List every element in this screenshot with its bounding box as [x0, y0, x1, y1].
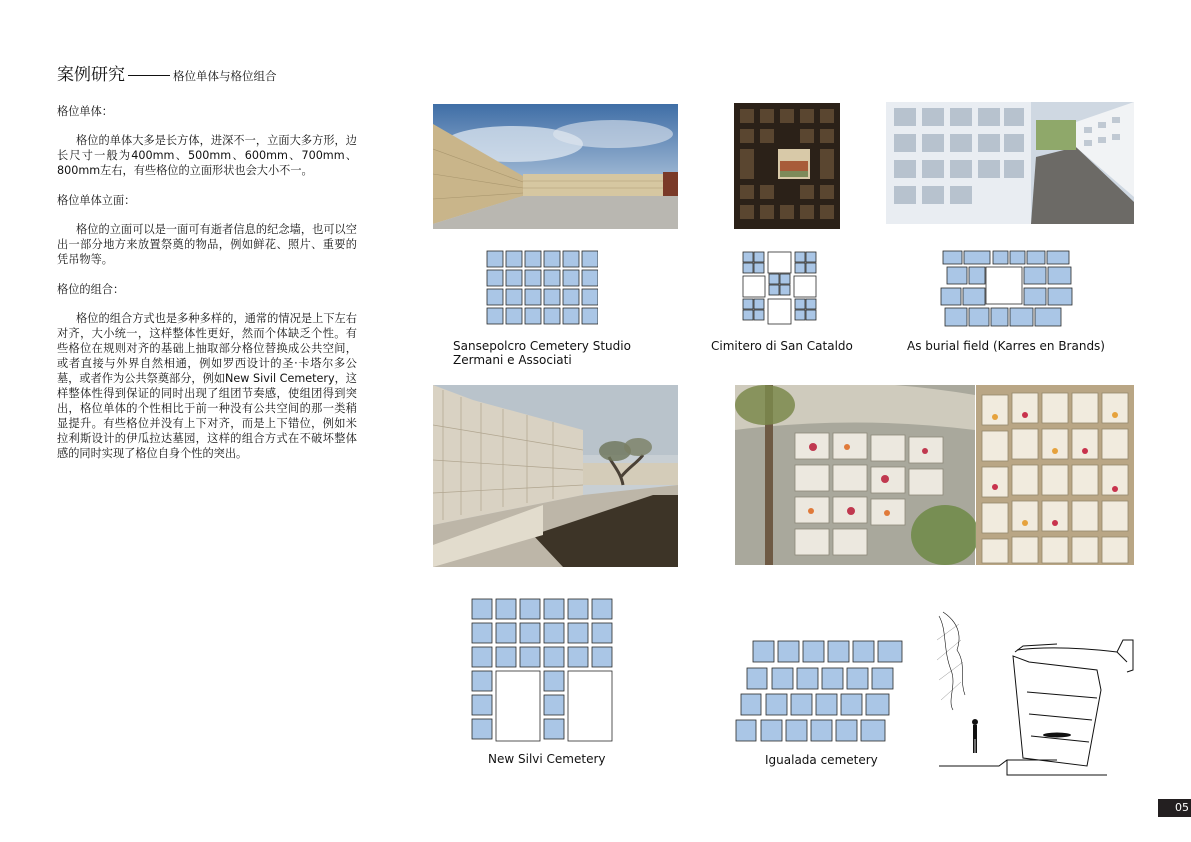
caption-burial-field: As burial field (Karres en Brands): [907, 339, 1105, 353]
caption-igualada: Igualada cemetery: [765, 753, 878, 767]
body-text: [57, 104, 357, 476]
diagram-burial-field-grid: [940, 250, 1074, 328]
heading-unit: 格位单体：: [57, 105, 113, 118]
diagram-new-silvi-grid: [471, 598, 615, 744]
caption-san-cataldo: Cimitero di San Cataldo: [711, 339, 853, 353]
diagram-igualada-grid: [735, 640, 905, 744]
diagram-sansepolcro-grid: [486, 250, 598, 326]
photo-san-cataldo: [734, 103, 840, 229]
section-drawing-igualada: [937, 610, 1135, 778]
photo-sansepolcro: [433, 104, 678, 229]
caption-sansepolcro-line1: Sansepolcro Cemetery Studio: [453, 339, 631, 353]
title-subtitle: 格位单体与格位组合: [173, 69, 277, 83]
title-dash: [128, 75, 170, 76]
caption-sansepolcro-line2: Zermani e Associati: [453, 353, 572, 367]
heading-facade: 格位单体立面：: [57, 194, 136, 207]
title-main: 案例研究: [57, 65, 125, 85]
para-combination: 格位的组合方式也是多种多样的，通常的情况是上下左右对齐，大小统一，这样整体性更好，然而个体缺乏个性。有些格位在规则对齐的基础上抽取部分格位替换成公共空间，或者直接与外界自然相通，例如罗西设计的圣·卡塔尔多公墓，或者作为公共祭奠部分，例如New Sivil Cemetery，这样整体性得到保证的同时出现了组团节奏感，使组团得到突出，格位单体的个性相比于前一种没有公共空间的那一类稍显提升。有些格位并没有上下对齐，而是上下错位，例如米拉利斯设计的伊瓜拉达墓园，这样的组合方式在不破坏整体感的同时实现了格位自身个性的突出。: [57, 312, 357, 460]
heading-combination: 格位的组合：: [57, 283, 125, 296]
caption-new-silvi: New Silvi Cemetery: [488, 752, 606, 766]
para-unit: 格位的单体大多是长方体，进深不一，立面大多方形，边长尺寸一般为400mm、500mm、600mm、700mm、800mm左右，有些格位的立面形状也会大小不一。: [57, 134, 357, 177]
page-title: [57, 60, 277, 85]
photo-new-silvi: [433, 385, 678, 567]
diagram-san-cataldo-grid: [742, 251, 818, 327]
photo-flower-niches: [735, 385, 1134, 565]
para-facade: 格位的立面可以是一面可有逝者信息的纪念墙，也可以空出一部分地方来放置祭奠的物品，例如鲜花、照片、重要的凭吊物等。: [57, 223, 357, 266]
page-number: 05: [1158, 799, 1191, 817]
photo-burial-field: [886, 102, 1134, 224]
